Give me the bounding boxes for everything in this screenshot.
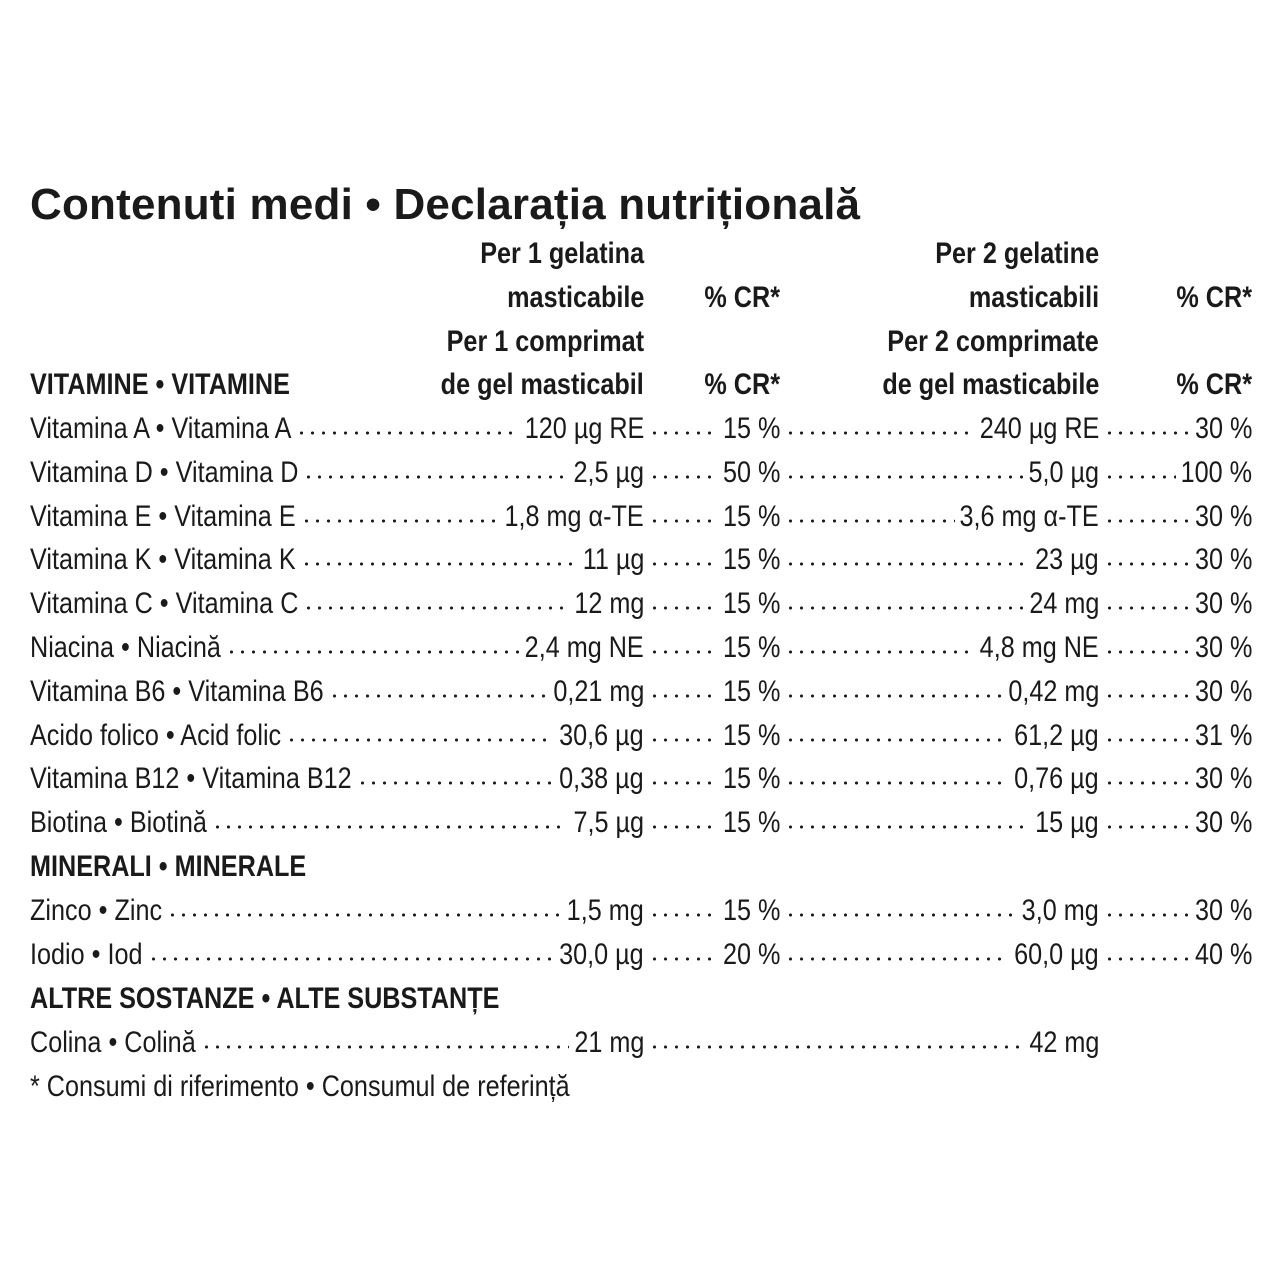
cr-per-1: 20 % [722,937,780,971]
value-per-1: 7,5 µg [573,806,644,840]
table-row [0,626,1280,670]
cr-per-1: 15 % [722,543,780,577]
cr-per-2: 30 % [1194,762,1252,796]
dot-leader [1104,606,1190,610]
dot-leader [329,694,548,698]
cr-per-1: 15 % [722,718,780,752]
value-per-1: 1,8 mg α-TE [504,499,644,533]
dot-leader [296,431,519,435]
section-other: ALTRE SOSTANZE • ALTE SUBSTANȚE [30,982,500,1015]
dot-leader [1104,475,1176,479]
table-row [0,407,1280,451]
nutrient-name: Vitamina D • Vitamina D [30,455,299,489]
dot-leader [649,1045,1024,1049]
value-per-1: 30,6 µg [559,718,644,752]
cr-per-2: 100 % [1180,455,1252,489]
dot-leader [649,650,718,654]
cr-per-2: 30 % [1194,543,1252,577]
col2-header-line2: masticabili [968,281,1099,314]
value-per-1: 0,21 mg [552,674,644,708]
nutrient-name: Vitamina C • Vitamina C [30,587,299,621]
cr-per-1: 15 % [722,587,780,621]
cr-per-1: 15 % [722,806,780,840]
dot-leader [649,694,718,698]
nutrient-name: Colina • Colină [30,1026,196,1059]
dot-leader [212,825,568,829]
cr1-header-line4: % CR* [704,368,780,401]
table-row [0,889,1280,933]
cr-per-1: 15 % [722,412,780,445]
dot-leader [1104,431,1190,435]
dot-leader [286,738,554,742]
table-row [0,714,1280,758]
value-per-2: 4,8 mg NE [979,631,1099,664]
cr-per-1: 15 % [722,894,780,927]
dot-leader [785,606,1024,610]
nutrient-name: Zinco • Zinc [30,894,163,927]
dot-leader [649,562,718,566]
dot-leader [649,475,718,479]
dot-leader [357,781,555,785]
dot-leader [301,562,578,566]
dot-leader [785,519,955,523]
value-per-2: 60,0 µg [1014,937,1099,971]
dot-leader [303,606,569,610]
value-per-2: 15 µg [1035,806,1099,840]
cr-per-2: 30 % [1194,631,1252,664]
cr2-header-line4: % CR* [1176,368,1252,401]
dot-leader [649,957,718,961]
table-row [0,1021,1280,1065]
nutrient-name: Vitamina B6 • Vitamina B6 [30,674,324,708]
cr2-header-line2: % CR* [1176,281,1252,314]
cr-per-1: 15 % [722,762,780,796]
cr1-header-line2: % CR* [704,281,780,314]
cr-per-2: 40 % [1194,937,1252,971]
cr-per-1: 50 % [722,455,780,489]
dot-leader [649,913,718,917]
dot-leader [785,781,1009,785]
value-per-2: 3,0 mg [1021,894,1099,927]
value-per-1: 0,38 µg [559,762,644,796]
dot-leader [167,913,562,917]
dot-leader [785,431,974,435]
value-per-1: 1,5 mg [566,894,644,927]
col2-header-line3: Per 2 comprimate [887,325,1099,358]
nutrient-name: Iodio • Iod [30,937,143,971]
dot-leader [1104,781,1190,785]
dot-leader [226,650,520,654]
value-per-2: 23 µg [1035,543,1099,577]
cr-per-2: 30 % [1194,587,1252,621]
dot-leader [785,475,1023,479]
section-vitamins: VITAMINE • VITAMINE [30,368,290,401]
value-per-1: 2,4 mg NE [524,631,644,664]
dot-leader [649,781,718,785]
nutrient-name: Acido folico • Acid folic [30,718,282,752]
col2-header-line4: de gel masticabile [881,368,1099,401]
value-per-2: 0,42 mg [1007,674,1099,708]
cr-per-1: 15 % [722,674,780,708]
value-per-1: 2,5 µg [573,455,644,489]
value-per-1: 21 mg [573,1026,644,1059]
dot-leader [649,431,718,435]
cr-per-1: 15 % [722,499,780,533]
section-minerals: MINERALI • MINERALE [30,850,307,883]
table-row [0,801,1280,845]
dot-leader [785,694,1003,698]
table-row [0,538,1280,582]
dot-leader [301,519,500,523]
table-row [0,495,1280,539]
col1-header-line2: masticabile [506,281,644,314]
dot-leader [1104,913,1190,917]
nutrient-name: Niacina • Niacină [30,631,221,664]
table-row [0,757,1280,801]
col2-header-line1: Per 2 gelatine [935,237,1099,270]
value-per-2: 240 µg RE [979,412,1099,445]
cr-per-1: 15 % [722,631,780,664]
nutrient-name: Vitamina A • Vitamina A [30,412,292,445]
table-row [0,582,1280,626]
nutrient-name: Vitamina E • Vitamina E [30,499,296,533]
dot-leader [1104,650,1190,654]
dot-leader [785,650,975,654]
table-row [0,933,1280,977]
value-per-2: 24 mg [1028,587,1099,621]
value-per-1: 11 µg [582,543,644,577]
dot-leader [1104,738,1190,742]
dot-leader [649,606,718,610]
dot-leader [649,519,718,523]
dot-leader [1104,957,1190,961]
dot-leader [649,738,718,742]
col1-header-line1: Per 1 gelatina [480,237,644,270]
nutrient-name: Vitamina B12 • Vitamina B12 [30,762,352,796]
dot-leader [303,475,568,479]
dot-leader [148,957,555,961]
dot-leader [785,913,1017,917]
value-per-2: 42 mg [1028,1026,1099,1059]
col1-header-line4: de gel masticabil [440,368,644,401]
table-row [0,670,1280,714]
cr-per-2: 31 % [1194,718,1252,752]
dot-leader [785,738,1009,742]
table-row [0,451,1280,495]
cr-per-2: 30 % [1194,499,1252,533]
dot-leader [785,562,1030,566]
value-per-1: 30,0 µg [559,937,644,971]
cr-per-2: 30 % [1194,674,1252,708]
footnote: * Consumi di riferimento • Consumul de referință [30,1070,570,1103]
value-per-2: 3,6 mg α-TE [959,499,1099,533]
dot-leader [649,825,718,829]
dot-leader [1104,562,1190,566]
dot-leader [1104,694,1190,698]
cr-per-2: 30 % [1194,894,1252,927]
dot-leader [201,1045,569,1049]
value-per-1: 12 mg [573,587,644,621]
nutrient-name: Vitamina K • Vitamina K [30,543,296,577]
value-per-2: 61,2 µg [1014,718,1099,752]
value-per-1: 120 µg RE [524,412,644,445]
dot-leader [1104,519,1190,523]
nutrient-name: Biotina • Biotină [30,806,207,840]
value-per-2: 5,0 µg [1028,455,1099,489]
dot-leader [785,957,1009,961]
page-title: Contenuti medi • Declarația nutrițională [30,180,861,229]
value-per-2: 0,76 µg [1014,762,1099,796]
cr-per-2: 30 % [1194,412,1252,445]
cr-per-2: 30 % [1194,806,1252,840]
dot-leader [785,825,1030,829]
col1-header-line3: Per 1 comprimat [446,325,644,358]
dot-leader [1104,825,1190,829]
